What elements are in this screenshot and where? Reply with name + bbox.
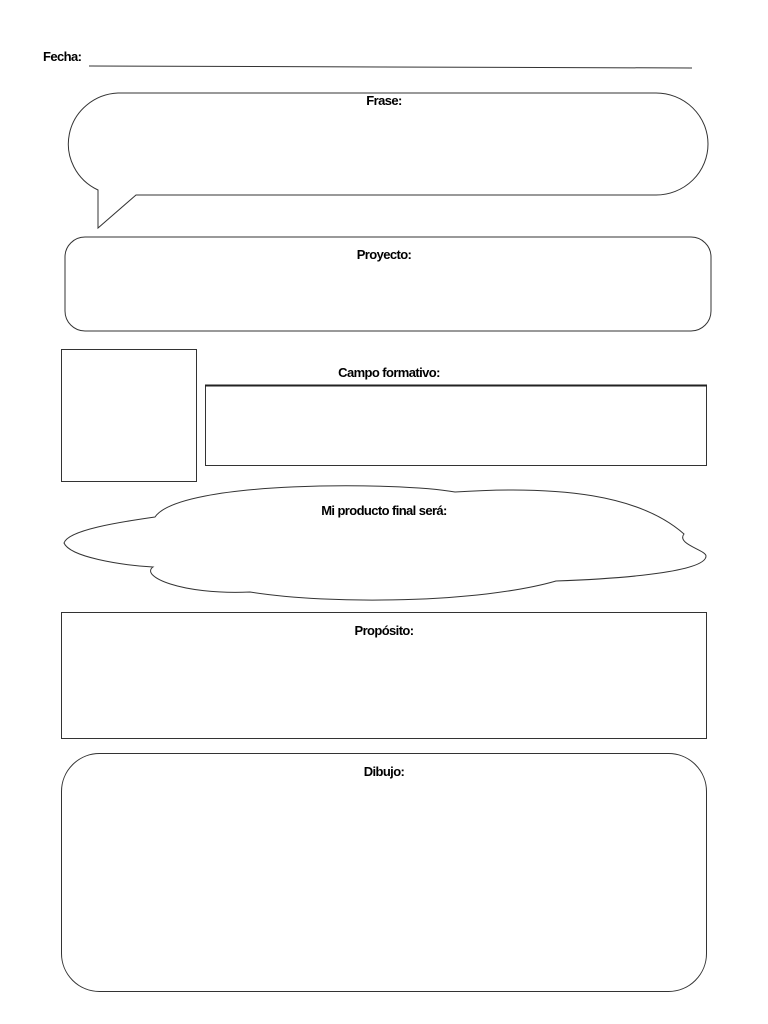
fecha-line[interactable] [89,66,692,68]
fecha-label: Fecha: [43,49,82,64]
frase-speech-bubble[interactable] [68,93,708,228]
campo-formativo-box[interactable] [206,386,707,466]
campo-formativo-label: Campo formativo: [338,365,440,380]
proposito-label: Propósito: [354,623,414,638]
frase-label: Frase: [366,93,402,108]
producto-final-label: Mi producto final será: [321,503,447,518]
dibujo-label: Dibujo: [363,764,405,779]
proyecto-label: Proyecto: [356,247,412,262]
image-placeholder-box[interactable] [62,350,197,482]
dibujo-box[interactable] [62,754,707,992]
